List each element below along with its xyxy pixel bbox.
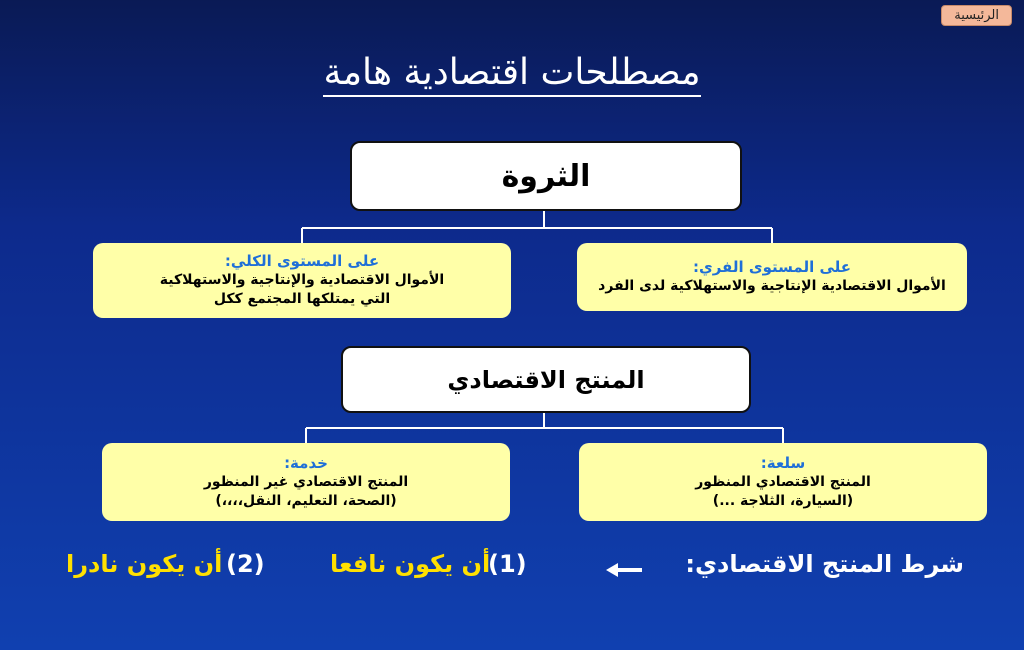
condition-number-2: (2) (226, 550, 265, 578)
home-button[interactable]: الرئيسية (941, 5, 1012, 26)
product-service-line1: المنتج الاقتصادي غير المنظور (203, 473, 409, 490)
product-service-line2: (الصحة، التعليم، النقل،،،،) (215, 492, 397, 509)
condition-number-1: (1) (488, 550, 527, 578)
condition-scarce: أن يكون نادرا (66, 550, 223, 578)
product-goods-line1: المنتج الاقتصادي المنظور (695, 473, 871, 490)
product-box (341, 346, 751, 413)
condition-row (0, 550, 1024, 590)
product-goods-heading: سلعة: (760, 453, 806, 472)
product-service-heading: خدمة: (284, 453, 328, 472)
wealth-box (350, 141, 742, 211)
condition-label: شرط المنتج الاقتصادي: (685, 550, 964, 578)
wealth-individual-box (577, 243, 967, 311)
page-title-text: مصطلحات اقتصادية هامة (323, 52, 700, 97)
wealth-individual-heading: على المستوى الفري: (692, 258, 851, 276)
product-goods-box (579, 443, 987, 521)
wealth-label: الثروة (501, 158, 591, 194)
condition-useful: أن يكون نافعا (330, 550, 491, 578)
product-service-box (102, 443, 510, 521)
wealth-collective-line2: التي يمتلكها المجتمع ككل (213, 291, 391, 307)
wealth-collective-line1: الأموال الاقتصادية والإنتاجية والاستهلاكية (159, 272, 445, 288)
product-label: المنتج الاقتصادي (447, 365, 645, 394)
wealth-collective-heading: على المستوى الكلي: (224, 252, 380, 270)
product-goods-line2: (السيارة، الثلاجة ...) (712, 492, 854, 509)
arrow-left-icon (606, 560, 646, 580)
wealth-individual-line1: الأموال الاقتصادية الإنتاجية والاستهلاكية لدى الفرد (598, 278, 946, 294)
wealth-collective-box (93, 243, 511, 318)
